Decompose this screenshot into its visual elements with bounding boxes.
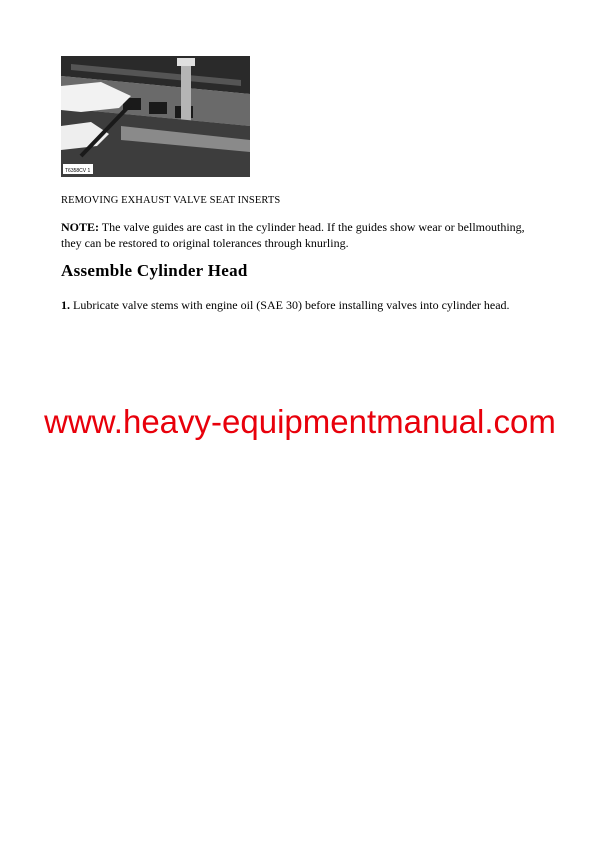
note-label: NOTE: (61, 220, 100, 234)
photo-label: T6358CV 1 (65, 168, 91, 174)
note-paragraph (61, 219, 541, 251)
step-text: Lubricate valve stems with engine oil (SAE 30) before installing valves into cylinder head. (70, 298, 510, 312)
note-text: The valve guides are cast in the cylinder head. If the guides show wear or bellmouthing, they can be restored to original tolerances through knurling. (61, 220, 525, 250)
step-number: 1. (61, 298, 70, 312)
step-item (61, 298, 510, 313)
figure-caption: REMOVING EXHAUST VALVE SEAT INSERTS (61, 195, 281, 206)
photo-illustration (61, 56, 250, 177)
watermark-url: www.heavy-equipmentmanual.com (44, 403, 556, 440)
figure-photo (61, 56, 250, 177)
section-heading: Assemble Cylinder Head (61, 261, 248, 280)
